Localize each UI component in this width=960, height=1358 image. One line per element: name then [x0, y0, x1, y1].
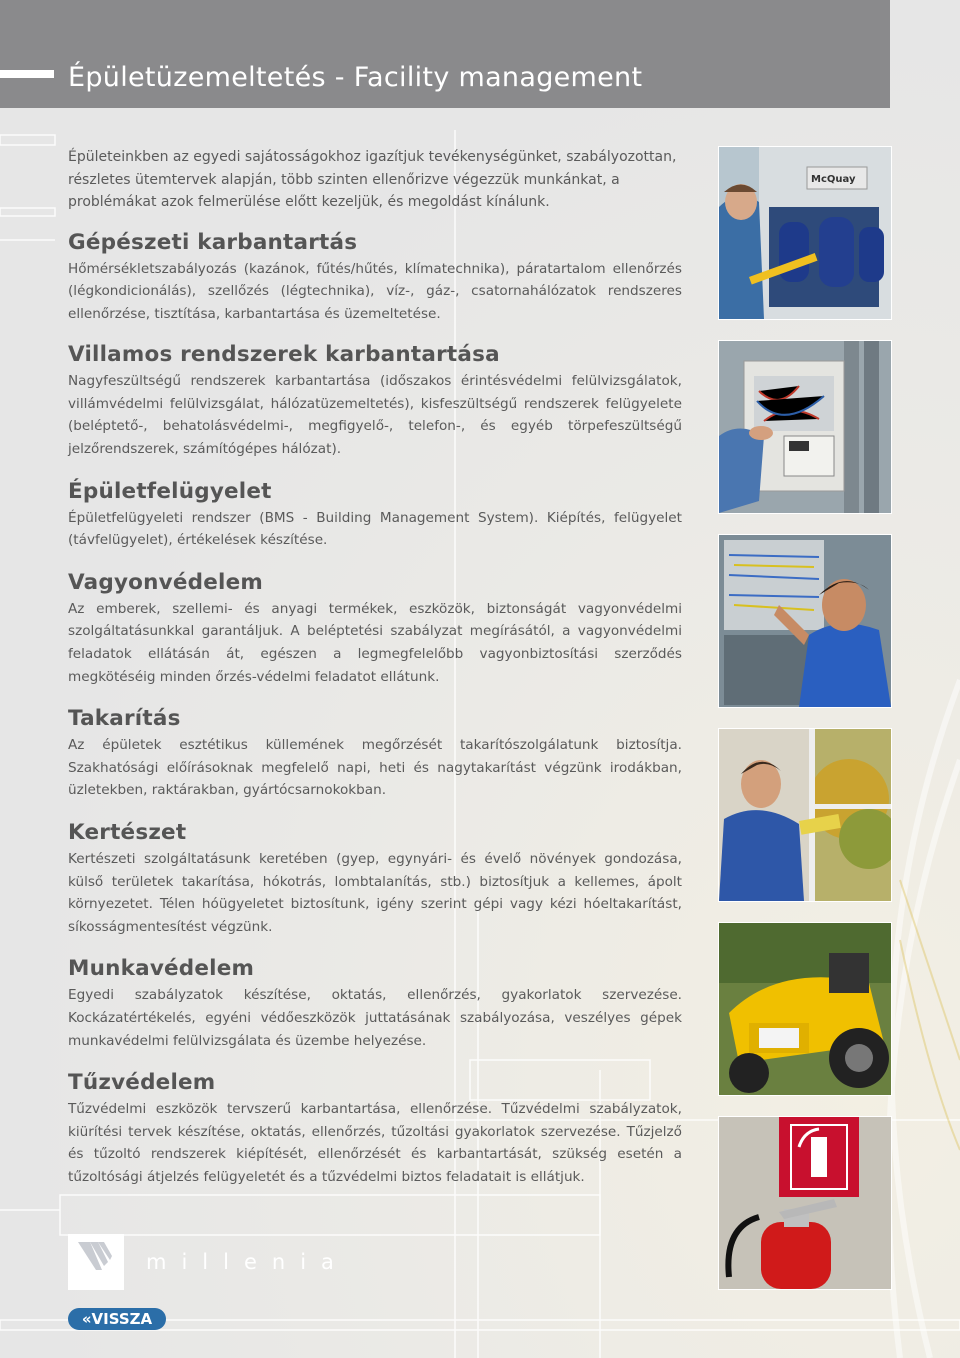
back-button[interactable]: «VISSZA	[68, 1308, 166, 1330]
millenia-logo-mark	[68, 1234, 124, 1290]
section-text: Egyedi szabályzatok készítése, oktatás, ellenőrzés, gyakorlatok szervezése. Kockázatértékelés, egyéni védőeszközök juttatásának szabályozása, veszélyes gépek munkavédelmi felülvizsgálata és üzembe helyezése.	[68, 987, 682, 1049]
section-vagyonvedelem	[68, 570, 682, 688]
section-title: Takarítás	[68, 706, 181, 732]
header-accent-bar	[0, 70, 54, 78]
main-content	[68, 146, 682, 1189]
section-title: Vagyonvédelem	[68, 569, 263, 595]
section-text: Hőmérsékletszabályozás (kazánok, fűtés/hűtés, klímatechnika), páratartalom ellenőrzés (légkondicionálás), szellőzés (légtechnika), víz-, gáz-, csatornahálózatok rendszeres ellenőrzése, tisztítása, karbantartása és üzemeltetése.	[68, 260, 682, 322]
section-villamos	[68, 342, 682, 460]
section-text: Az emberek, szellemi- és anyagi termékek, eszközök, biztonságát vagyonvédelmi szolgáltatásunkkal garantáljuk. A beléptetési szabályzat megírásától, a vagyonvédelmi feladatok ellátásán át, egészen a legmegfelelőbb vagyonbiztosítási szerződés megkötéséig minden őrzés-védelmi feladatot ellátunk.	[68, 600, 682, 685]
millenia-logo-text: millenia	[146, 1250, 349, 1274]
section-text: Az épületek esztétikus küllemének megőrzését takarítószolgálatunk biztosítja. Szakhatósági előírásoknak megfelelő napi, heti és nagytakarítást végzünk irodákban, üzletekben, raktárakban, gyártócsarnokokban.	[68, 737, 682, 799]
intro-paragraph: Épületeinkben az egyedi sajátosságokhoz igazítjuk tevékenységünket, szabályozottan, részletes ütemtervek alapján, több szinten ellenőrizve végezzük munkánkat, a problémákat azok felmerülése előtt kezeljük, és megoldást kínálunk.	[68, 149, 677, 210]
photo-electrician	[718, 534, 892, 708]
photo-fire-extinguisher	[718, 1116, 892, 1290]
page-header	[0, 0, 890, 108]
section-text: Tűzvédelmi eszközök tervszerű karbantartása, ellenőrzése. Tűzvédelmi szabályzatok, kiürítési tervek készítése, oktatás, ellenőrzés, tűzoltási gyakorlatok szervezése. Tűzjelző és tűzoltó rendszerek kiépítését, ellenőrzését és karbantartását, szükség esetén a tűzoltósági átjelzés felügyeletét és a tűzvédelmi biztos feladatait is ellátjuk.	[68, 1101, 682, 1185]
photo-window-cleaner	[718, 728, 892, 902]
section-title: Épületfelügyelet	[68, 478, 272, 504]
section-tuzvedelem	[68, 1070, 682, 1188]
photo-hvac-technician	[718, 146, 892, 320]
section-kerteszet	[68, 820, 682, 938]
photo-lawn-mower	[718, 922, 892, 1096]
section-title: Gépészeti karbantartás	[68, 229, 358, 255]
section-epuletfelugyelet	[68, 479, 682, 552]
section-text: Nagyfeszültségű rendszerek karbantartása (időszakos érintésvédelmi felülvizsgálatok, villámvédelmi felülvizsgálat, hálózatüzemeltetés), kisfeszültségű rendszerek felügyelete (beléptető-, behatolásvédelmi-, megfigyelő-, telefon-, és egyéb törpefeszültségű jelzőrendszerek, számítógépes hálózat).	[68, 373, 682, 458]
section-title: Munkavédelem	[68, 956, 255, 982]
page-title: Épületüzemeltetés - Facility management	[68, 62, 643, 93]
section-gepeszeti	[68, 230, 682, 326]
section-munkavedelem	[68, 956, 682, 1052]
section-title: Kertészet	[68, 820, 187, 845]
section-text: Kertészeti szolgáltatásunk keretében (gyep, egynyári- és évelő növények gondozása, külső területek takarítása, hókotrás, lombtalanítás, stb.) biztosítjuk a kellemes, ápolt környezetet. Télen hóügyeletet biztosítunk, igény szerint gépi vagy kézi hóeltakarítást, síkosságmentesítést végzünk.	[68, 851, 682, 935]
section-takaritas	[68, 706, 682, 802]
section-title: Tűzvédelem	[68, 1070, 216, 1096]
section-title: Villamos rendszerek karbantartása	[68, 342, 500, 368]
section-text: Épületfelügyeleti rendszer (BMS - Building Management System). Kiépítés, felügyelet (távfelügyelet), értékelések készítése.	[68, 509, 682, 549]
photo-electrical-panel	[718, 340, 892, 514]
photo-label: McQuay	[811, 174, 856, 185]
